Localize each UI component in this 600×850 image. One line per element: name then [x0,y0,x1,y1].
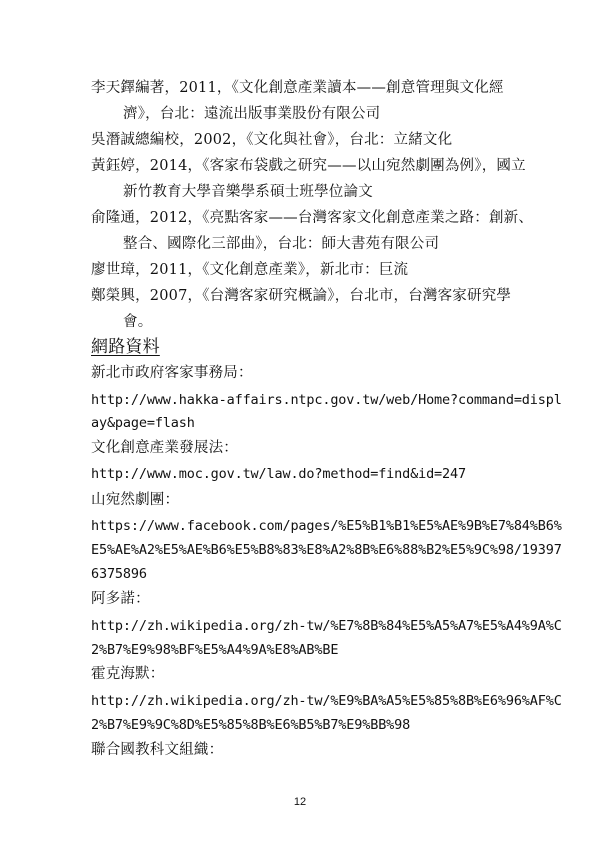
web-source-name: 霍克海默： [91,666,165,682]
web-source-name: 山宛然劇團： [91,492,180,508]
web-source-url[interactable]: 2%B7%E9%9C%8D%E5%85%8B%E6%B5%B7%E9%BB%98 [91,717,411,733]
reference-line: 會。 [123,314,153,330]
reference-line: 李天鐸編著，2011，《文化創意產業讀本——創意管理與文化經 [91,80,504,96]
web-source-url[interactable]: 6375896 [91,566,147,582]
page-number: 12 [293,796,307,808]
web-source-name: 聯合國教科文組織： [91,742,224,758]
reference-line: 黃鈺婷，2014，《客家布袋戲之研究——以山宛然劇團為例》，國立 [91,158,526,174]
section-heading: 網路資料 [91,337,160,357]
reference-line: 新竹教育大學音樂學系碩士班學位論文 [123,184,373,200]
reference-line: 整合、國際化三部曲》，台北：師大書苑有限公司 [123,236,440,252]
web-source-url[interactable]: https://www.facebook.com/pages/%E5%B1%B1%E5%AE%9B%E7%84%B6% [91,518,562,534]
reference-line: 俞隆通，2012，《亮點客家——台灣客家文化創意產業之路：創新、 [91,210,534,226]
web-source-url[interactable]: http://www.hakka-affairs.ntpc.gov.tw/web/Home?command=displ [91,392,562,408]
reference-line: 濟》，台北：遠流出版事業股份有限公司 [123,106,381,122]
web-source-url[interactable]: http://www.moc.gov.tw/law.do?method=find&id=247 [91,466,466,482]
web-source-name: 阿多諾： [91,591,150,607]
web-source-url[interactable]: E5%AE%A2%E5%AE%B6%E5%B8%83%E8%A2%8B%E6%88%B2%E5%9C%98/19397 [91,542,562,558]
web-source-url[interactable]: 2%B7%E9%98%BF%E5%A4%9A%E8%AB%BE [91,642,339,658]
web-source-url[interactable]: ay&page=flash [91,415,195,431]
web-source-url[interactable]: http://zh.wikipedia.org/zh-tw/%E7%8B%84%E5%A5%A7%E5%A4%9A%C [91,618,562,634]
reference-line: 廖世璋，2011，《文化創意產業》，新北市：巨流 [91,262,409,278]
web-source-url[interactable]: http://zh.wikipedia.org/zh-tw/%E9%BA%A5%E5%85%8B%E6%96%AF%C [91,693,562,709]
web-source-name: 文化創意產業發展法： [91,440,238,456]
web-source-name: 新北市政府客家事務局： [91,365,253,381]
reference-line: 鄭榮興，2007，《台灣客家研究概論》，台北市，台灣客家研究學 [91,288,512,304]
reference-line: 吳潛誠總編校，2002，《文化與社會》，台北：立緒文化 [91,132,453,148]
